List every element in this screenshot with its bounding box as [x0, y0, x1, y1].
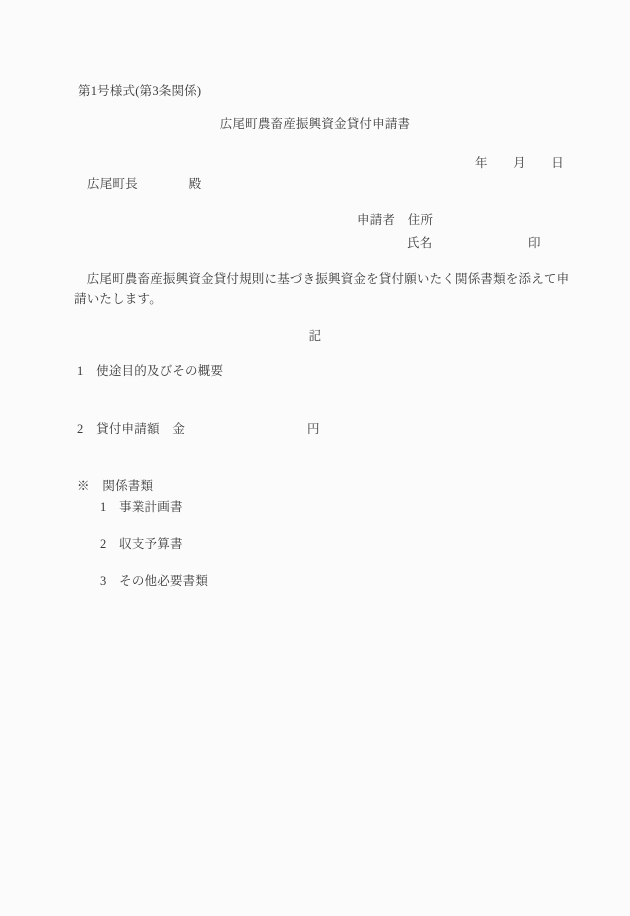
document-title: 広尾町農畜産振興資金貸付申請書 [219, 117, 411, 131]
record-heading: 記 [308, 329, 322, 343]
attachment-budget: 2 収支予算書 [100, 537, 183, 551]
date-line: 年 月 日 [475, 156, 564, 170]
addressee-line: 広尾町長 殿 [87, 177, 202, 191]
form-number: 第1号様式(第3条関係) [78, 84, 202, 98]
attachment-other: 3 その他必要書類 [100, 574, 209, 588]
attachment-business-plan: 1 事業計画書 [100, 500, 183, 514]
item-purpose: 1 使途目的及びその概要 [77, 364, 224, 378]
item-loan-amount-label: 2 貸付申請額 金 [77, 422, 186, 436]
related-documents-heading: ※ 関係書類 [77, 479, 154, 493]
body-paragraph: 広尾町農畜産振興資金貸付規則に基づき振興資金を貸付願いたく関係書類を添えて申請いたします。 [74, 272, 570, 306]
item-loan-amount-unit: 円 [307, 422, 320, 436]
seal-label: 印 [528, 236, 541, 250]
applicant-name-label: 氏名 [407, 236, 433, 250]
applicant-address-label: 申請者 住所 [357, 213, 434, 227]
